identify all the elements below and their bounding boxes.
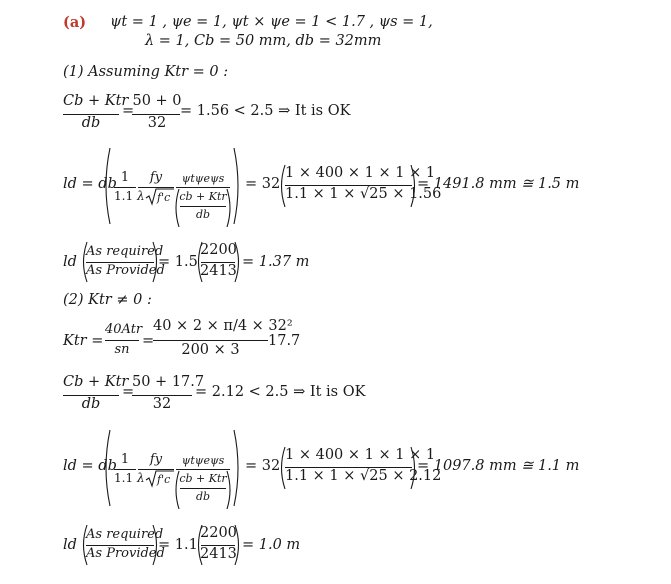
case1-ld-cbktr: cb + Ktr	[179, 190, 227, 203]
case2-ktr-calc-denominator: 200 × 3	[181, 342, 240, 358]
case2-ld-lhs: ld = db	[63, 458, 117, 474]
case2-ktr-calc-bar	[153, 340, 268, 341]
case2-ld-psi: ψtψeψs	[181, 454, 225, 467]
case1-ratio-value-denominator: 32	[147, 115, 167, 131]
case1-ld-lambda: λ	[137, 189, 145, 203]
case1-ratio-numerator: Cb + Ktr	[63, 93, 129, 109]
case2-ld-one: 1	[120, 452, 130, 467]
case1-big-right-paren	[232, 146, 244, 226]
case2-ld-calc-numerator: 1 × 400 × 1 × 1 × 1	[285, 447, 436, 463]
case2-as-ld: ld	[63, 537, 77, 553]
case2-ratio-result: = 2.12 < 2.5 ⇒ It is OK	[195, 384, 366, 400]
case2-as-result: = 1.0 m	[242, 537, 301, 553]
case1-as-result: = 1.37 m	[242, 254, 310, 270]
case1-heading: (1) Assuming Ktr = 0 :	[63, 64, 229, 80]
case2-ld-fc: f'c	[157, 473, 171, 486]
part-a-label: (a)	[63, 14, 87, 31]
case2-ld-db: db	[195, 490, 211, 503]
case2-ratio-numerator: Cb + Ktr	[63, 374, 129, 390]
case1-ld-equals-32: = 32	[245, 176, 281, 192]
case1-ld-psi: ψtψeψs	[181, 172, 225, 185]
case2-ld-one-point-one: 1.1	[114, 471, 134, 485]
case1-as-numerator: 2200	[200, 242, 237, 258]
case2-ld-cbktr: cb + Ktr	[179, 472, 227, 485]
case2-big-left-paren	[100, 428, 112, 508]
case1-ld-calc-denominator: 1.1 × 1 × √25 × 1.56	[285, 186, 442, 202]
case1-ld-lhs: ld = db	[63, 176, 117, 192]
case2-heading: (2) Ktr ≠ 0 :	[63, 292, 152, 308]
case2-ratio-equals: =	[122, 384, 135, 400]
case2-ld-psi-bar	[176, 469, 230, 470]
case1-ld-fy: fy	[149, 170, 163, 185]
case2-as-provided: As Provided	[86, 546, 165, 561]
case2-as-required: As required	[86, 527, 164, 542]
case2-ld-one-bar	[114, 469, 136, 470]
case1-ld-fc: f'c	[157, 191, 171, 204]
case2-as-equals: = 1.1	[158, 537, 198, 553]
case1-ratio-denominator: db	[81, 115, 101, 131]
case2-as-numerator: 2200	[200, 525, 237, 541]
case1-ld-psi-bar	[176, 187, 230, 188]
case1-big-left-paren	[100, 146, 112, 226]
case1-ld-one-bar	[114, 187, 136, 188]
case2-ld-calc-denominator: 1.1 × 1 × √25 × 2.12	[285, 468, 442, 484]
case1-ld-cbktr-bar	[180, 206, 226, 207]
case1-ratio-result: = 1.56 < 2.5 ⇒ It is OK	[180, 103, 351, 119]
case2-big-right-paren	[232, 428, 244, 508]
givens-line-2: λ = 1, Cb = 50 mm, db = 32mm	[145, 33, 382, 49]
case2-as-denominator: 2413	[200, 546, 237, 562]
case1-as-provided: As Provided	[86, 263, 165, 278]
case2-ktr-numerator: 40Atr	[105, 322, 143, 337]
case2-ktr-denominator: sn	[114, 342, 130, 357]
case2-ratio-denominator: db	[81, 396, 101, 412]
case2-ktr-result: 17.7	[268, 333, 301, 349]
case2-ratio-value-denominator: 32	[152, 396, 172, 412]
case2-ld-result: = 1097.8 mm ≅ 1.1 m	[417, 458, 580, 474]
case1-ld-one: 1	[120, 170, 130, 185]
case1-ld-result: = 1491.8 mm ≅ 1.5 m	[417, 176, 580, 192]
case2-ratio-value-numerator: 50 + 17.7	[132, 374, 205, 390]
case2-ld-lambda: λ	[137, 471, 145, 485]
case1-ratio-equals: =	[122, 103, 135, 119]
case2-ktr-equals: =	[142, 333, 155, 349]
case2-ld-equals-32: = 32	[245, 458, 281, 474]
case1-ratio-value-numerator: 50 + 0	[132, 93, 182, 109]
case2-ktr-lhs: Ktr =	[63, 333, 104, 349]
case1-as-ld: ld	[63, 254, 77, 270]
case2-ktr-bar	[105, 340, 139, 341]
case2-ktr-calc-numerator: 40 × 2 × π/4 × 32²	[153, 318, 293, 334]
case2-ld-fy: fy	[149, 452, 163, 467]
case2-ld-cbktr-bar	[180, 488, 226, 489]
case1-as-equals: = 1.5	[158, 254, 198, 270]
case1-as-required: As required	[86, 244, 164, 259]
case1-ld-db: db	[195, 208, 211, 221]
givens-line-1: ψt = 1 , ψe = 1, ψt × ψe = 1 < 1.7 , ψs = 1,	[110, 14, 433, 30]
case1-ld-calc-numerator: 1 × 400 × 1 × 1 × 1	[285, 165, 436, 181]
case1-ld-one-point-one: 1.1	[114, 189, 134, 203]
case1-as-denominator: 2413	[200, 263, 237, 279]
